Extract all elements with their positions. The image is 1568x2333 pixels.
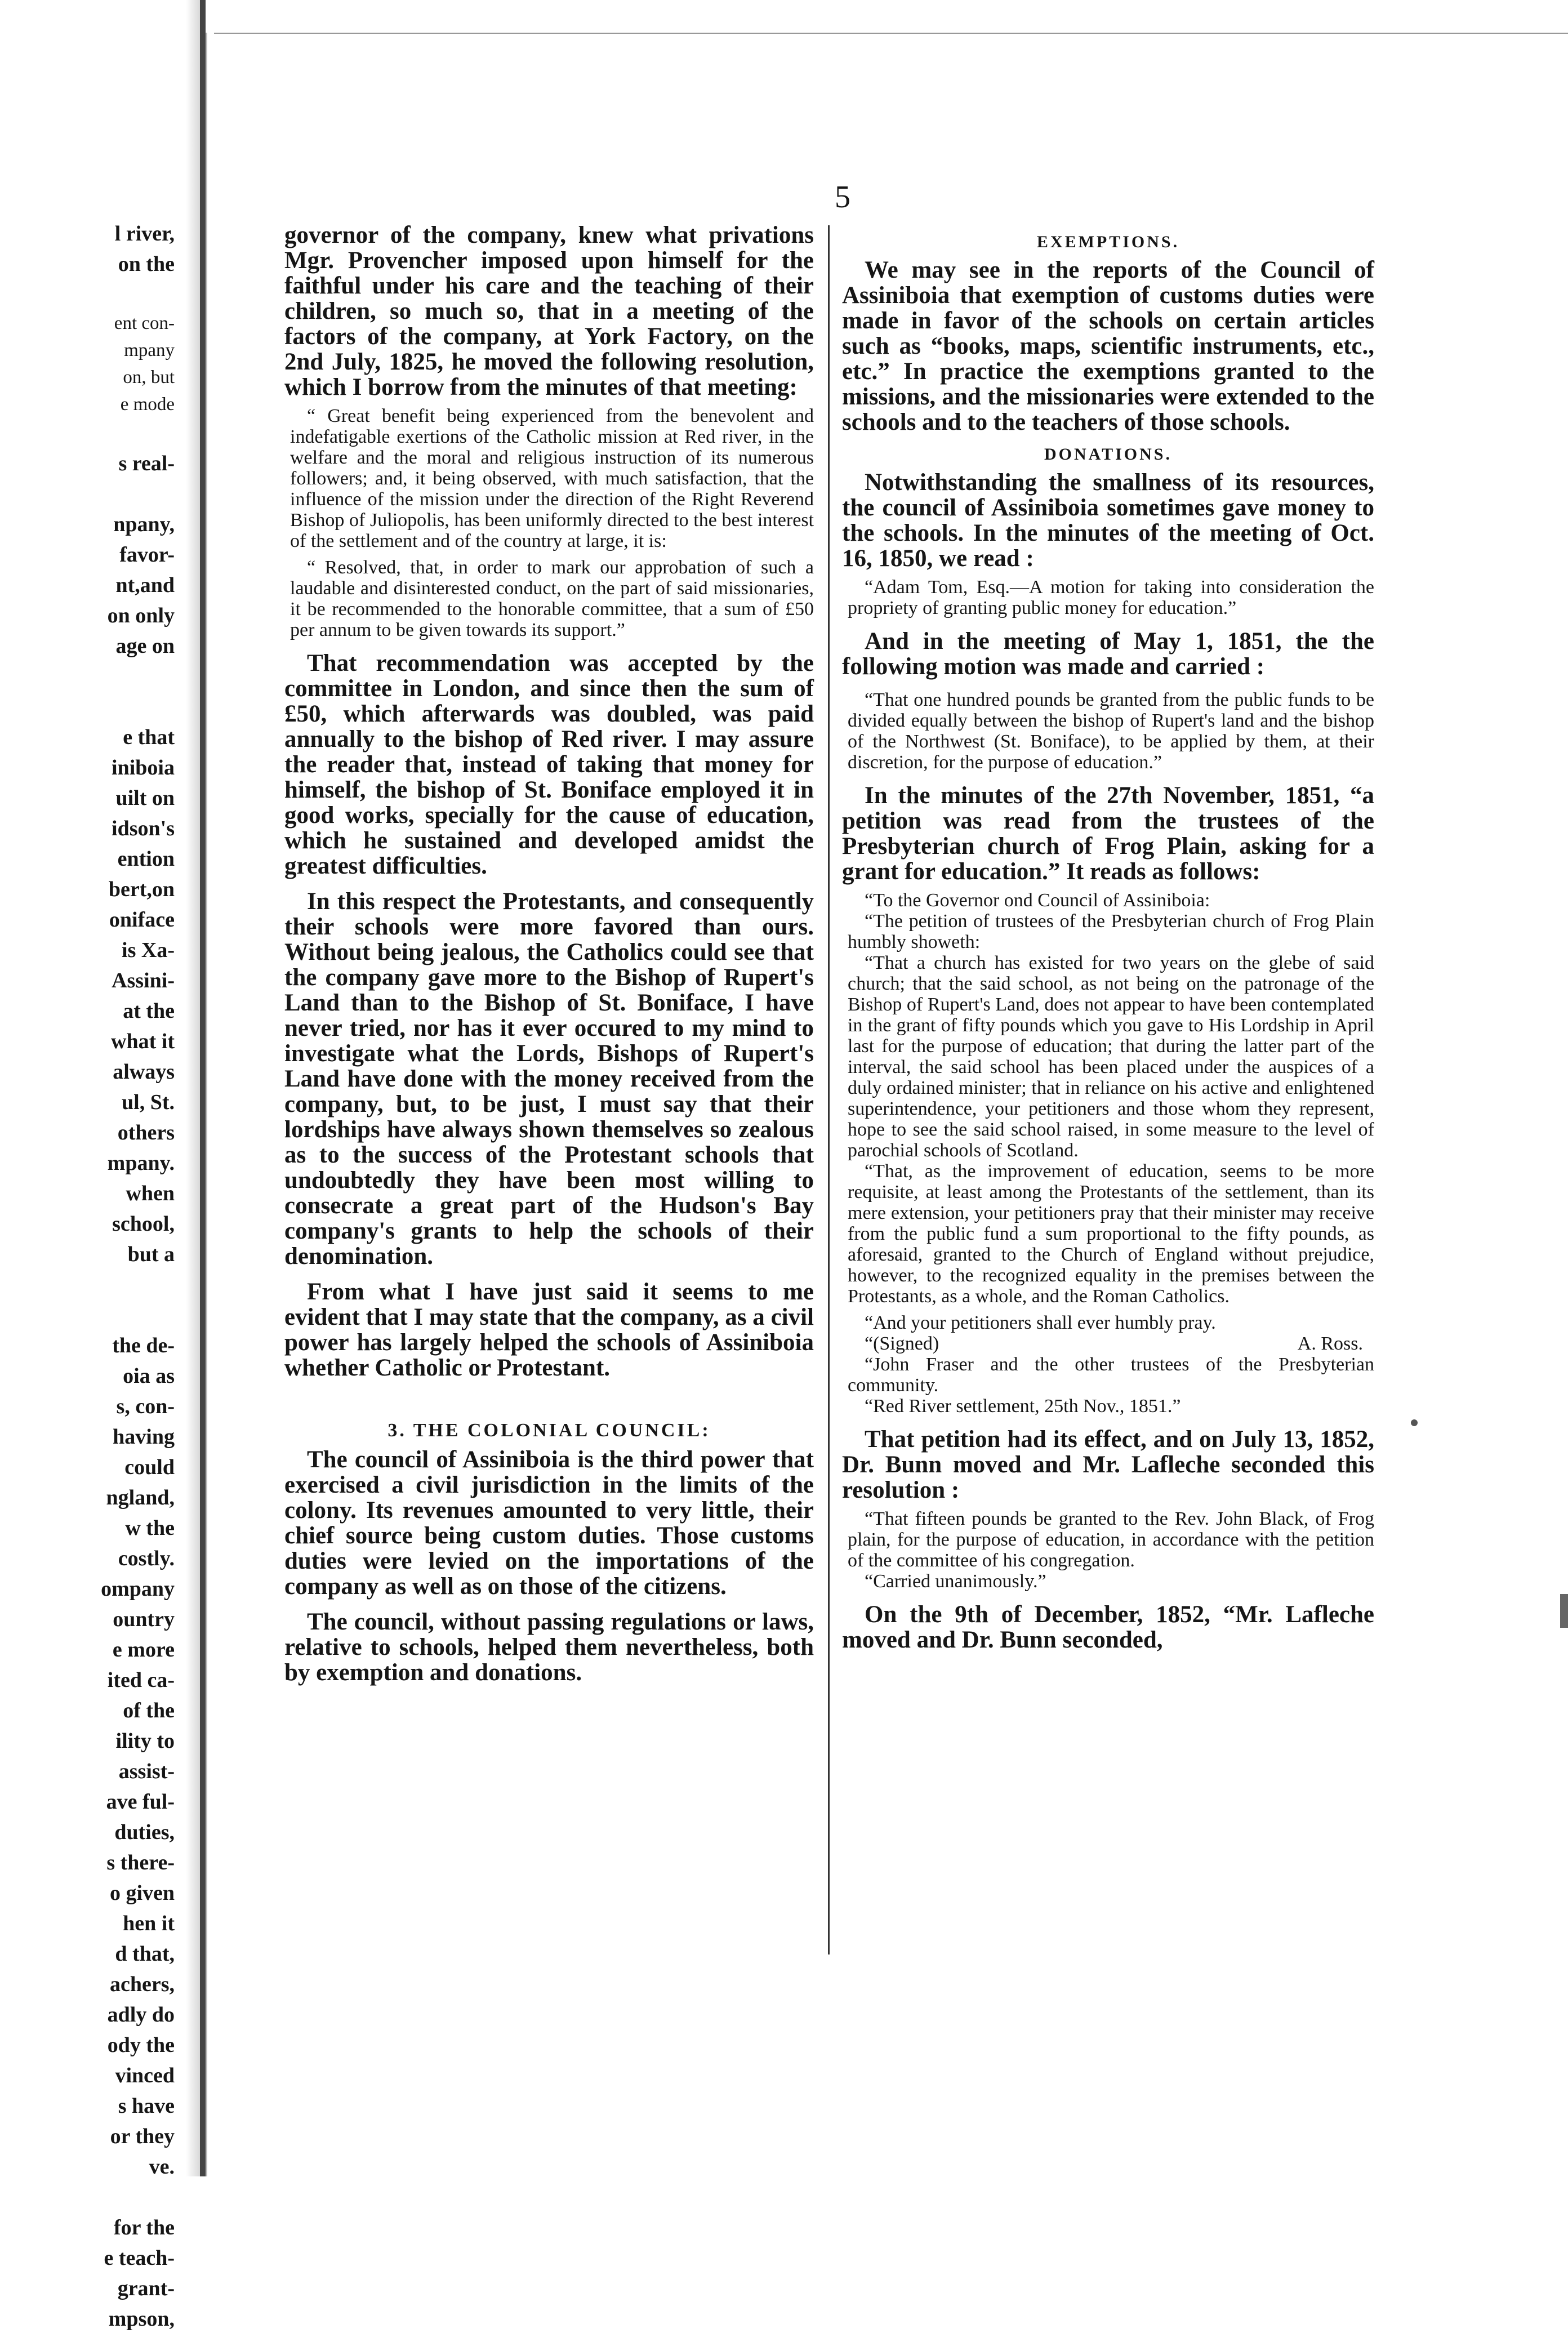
right-paragraph-4: In the minutes of the 27th November, 1851, “a petition was read from the trustees of the Presbyterian church of Frog Plain, asking for a grant for education.” It reads as follows: [842,782,1374,885]
heading-exemptions: EXEMPTIONS. [1036,233,1180,251]
right-paragraph-5: That petition had its effect, and on July 13, 1852, Dr. Bunn moved and Mr. Lafleche seconded this resolution : [842,1426,1374,1503]
left-paragraph-2: That recommendation was accepted by the committee in London, and since then the sum of £50, which afterwards was doubled, was paid annually to the bishop of Red river. I may assure the reader that, instead of taking that money for himself, the bishop of St. Boniface employed it in good works, specially for the cause of education, which he sustained and developed amidst the greatest difficulties. [284,650,814,879]
right-quote-2: “That one hundred pounds be granted from the public funds to be divided equally between the bishop of Rupert's land and the bishop of the Northwest (St. Boniface), to be applied by them, at their discretion, for the purpose of education.” [848,689,1374,773]
right-quote-10: “That fifteen pounds be granted to the Rev. John Black, of Frog plain, for the purpose of education, in accordance with the petition of the committee of his congregation. [848,1508,1374,1571]
facing-page-fragment: could [124,1455,175,1479]
facing-page-fragment: idson's [112,817,175,840]
facing-page-fragment: the de- [112,1334,175,1357]
facing-page-fragment: ent con- [114,313,175,333]
facing-page-fragment: s there- [106,1851,175,1875]
right-paragraph-6: On the 9th of December, 1852, “Mr. Lafleche moved and Dr. Bunn seconded, [842,1601,1374,1653]
facing-page-fragment: uilt on [115,786,175,810]
left-paragraph-5: The council of Assiniboia is the third power that exercised a civil jurisdiction in the limits of the colony. Its revenues amounted to very little, their chief source being custom duties. Those customs duties were levied on the importations of the company as well as on those of the citizens. [284,1446,814,1600]
facing-page-fragment: e mode [120,394,175,415]
scan-speck [1411,1419,1418,1426]
facing-page-fragment: on the [118,252,175,276]
left-paragraph-3: In this respect the Protestants, and consequently their schools were more favored than ours. Without being jealous, the Catholics could see that the company gave more to the Bishop of Rupert's Land than to the Bishop of St. Boniface, I have never tried, nor has it ever occured to my mind to investigate what the Lords, Bishops of Rupert's Land have done with the money received from the company, but, to be just, I must say that their lordships have always shown themselves so zealous as to the success of the Protestant schools that undoubtedly they have been most willing to consecrate a great part of the Hudson's Bay company's grants to help the schools of their denomination. [284,888,814,1270]
facing-page-fragment: age on [115,634,175,658]
left-column [284,222,814,1685]
facing-page-fragment: on only [107,604,175,627]
facing-page-fragment: mpany [124,340,175,360]
facing-page-fragment: npany, [113,513,175,536]
left-quote-1: “ Great benefit being experienced from the benevolent and indefatigable exertions of the Catholic mission at Red river, in the welfare and the moral and religious instruction of its numerous followers; and, it being observed, with much satisfaction, that the influence of the mission under the direction of the Right Reverend Bishop of Juliopolis, has been uniformly directed to the best interest of the settlement and of the country at large, it is: [290,406,814,551]
facing-page-fragment: at the [123,999,175,1023]
facing-page-fragment: what it [111,1030,175,1053]
right-quote-9: “Red River settlement, 25th Nov., 1851.” [865,1396,1181,1417]
facing-page-fragment: ngland, [106,1486,175,1510]
facing-page-fragment: oniface [109,908,175,932]
facing-page-fragment: on, but [123,367,175,388]
facing-page-fragment: of the [123,1699,175,1722]
facing-page-fragment: achers, [109,1973,175,1996]
right-quote-1: “Adam Tom, Esq.—A motion for taking into consideration the propriety of granting public money for education.” [848,577,1374,618]
facing-page-fragment: is Xa- [122,938,175,962]
facing-page-fragment: when [126,1182,175,1205]
right-quote-6: “That, as the improvement of education, seems to be more requisite, at least among the Protestants of the settlement, than its mere extension, your petitioners pray that their minister may receive from the public fund a sum proportional to the fifty pounds, as aforesaid, granted to the Church of England without prejudice, however, to the recognized equality in the premises between the Protestants, as a whole, and the Roman Catholics. [848,1161,1374,1307]
facing-page-fragment: d that, [115,1942,175,1966]
facing-page-fragment: bert,on [108,878,175,901]
right-quote-4: “The petition of trustees of the Presbyterian church of Frog Plain humbly showeth: [848,911,1374,952]
facing-page-fragment: grant- [117,2277,175,2300]
facing-page-fragment: ited ca- [107,1668,175,1692]
left-paragraph-6: The council, without passing regulations or laws, relative to schools, helped them nevertheless, both by exemption and donations. [284,1609,814,1686]
facing-page-fragment: school, [112,1212,175,1236]
facing-page-fragment: for the [114,2216,175,2239]
facing-page-fragment: nt,and [115,573,175,597]
right-paragraph-1: We may see in the reports of the Council of Assiniboia that exemption of customs duties were made in favor of the schools on certain articles such as “books, maps, scientific instruments, etc., etc.” In practice the exemptions granted to the missions, and the missionaries were extended to the schools and to the teachers of those schools. [842,257,1374,435]
facing-page-fragment: oia as [123,1364,175,1388]
signature-label: “(Signed) [865,1333,939,1354]
facing-page-fragment: others [117,1121,175,1145]
facing-page-fragment: ody the [107,2033,175,2057]
right-quote-7: “And your petitioners shall ever humbly pray. [865,1312,1216,1333]
facing-page-fragment: or they [110,2125,175,2148]
facing-page-fragment: ention [117,847,175,871]
facing-page-fragment: assist- [118,1760,175,1783]
facing-page-fragment: ve. [149,2155,175,2179]
facing-page-fragment: having [113,1425,175,1449]
right-column [842,222,1374,1653]
facing-page-fragment: costly. [118,1547,175,1570]
heading-donations: DONATIONS. [1044,445,1172,464]
facing-page-fragment: e more [112,1638,175,1662]
left-paragraph-1: governor of the company, knew what privations Mgr. Provencher imposed upon himself for the faithful under his care and the teaching of their children, so much so, that in a meeting of the factors of the company, at York Factory, on the 2nd July, 1825, he moved the following resolution, which I borrow from the minutes of that meeting: [284,222,814,400]
facing-page-fragment: mpany. [107,1151,175,1175]
right-paragraph-3: And in the meeting of May 1, 1851, the the following motion was made and carried : [842,628,1374,680]
facing-page-fragment: hen it [123,1912,175,1935]
facing-page-fragment: ility to [115,1729,175,1753]
right-quote-5: “That a church has existed for two years on the glebe of said church; that the said school, as not being on the patronage of the Bishop of Rupert's Land, does not appear to have been contemplated in the grant of fifty pounds which you gave to His Lordship in April last for the purpose of education; that during the latter part of the interval, the said school has been placed under the auspices of a duly ordained minister; that in reliance on his active and enlightened superintendence, your petitioners and those whom they represent, hope to see the said school raised, in some measure to the level of parochial schools of Scotland. [848,952,1374,1161]
gutter-shade [200,0,206,2176]
facing-page-fragment: mpson, [108,2307,175,2331]
facing-page-fragment: always [113,1060,175,1084]
column-divider [828,225,830,1954]
left-quote-2: “ Resolved, that, in order to mark our approbation of such a laudable and disinterested conduct, on the part of said missionaries, it be recommended to the honorable committee, that a sum of £50 per annum to be given towards its support.” [290,557,814,640]
binding-shadow [186,0,200,2176]
facing-page-fragment: s, con- [116,1395,175,1418]
facing-page-fragment: s real- [118,452,175,475]
facing-page-fragment: ul, St. [122,1090,175,1114]
facing-page-fragment: ave ful- [106,1790,175,1814]
right-quote-3: “To the Governor ond Council of Assiniboia: [865,890,1210,911]
facing-page-fragment: iniboia [112,756,175,780]
page-number: 5 [835,180,850,215]
facing-page-fragment: favor- [119,543,175,567]
signature-line [842,1333,1374,1354]
right-paragraph-2: Notwithstanding the smallness of its resources, the council of Assiniboia sometimes gave money to the schools. In the minutes of the meeting of Oct. 16, 1850, we read : [842,469,1374,572]
facing-page-fragment: l river, [114,222,175,246]
facing-page-fragment: vinced [115,2064,175,2087]
page-left-edge [206,33,207,2176]
section-heading-colonial-council: 3. THE COLONIAL COUNCIL: [387,1420,711,1441]
scan-edge-mark [1560,1594,1568,1628]
facing-page-fragment: ountry [113,1608,175,1631]
facing-page-fragment: duties, [114,1820,175,1844]
left-paragraph-4: From what I have just said it seems to me evident that I may state that the company, as a civil power has largely helped the schools of Assiniboia whether Catholic or Protestant. [284,1279,814,1381]
facing-page-fragment: but a [127,1243,175,1266]
facing-page-fragment: e that [123,725,175,749]
facing-page-fragment: adly do [107,2003,175,2027]
page-top-edge [214,33,1568,34]
facing-page-fragment: e teach- [104,2246,175,2270]
facing-page-fragment: o given [109,1881,175,1905]
right-quote-8: “John Fraser and the other trustees of the Presbyterian community. [848,1354,1374,1396]
facing-page-fragment: Assini- [112,969,175,992]
facing-page-edge [0,0,206,2331]
facing-page-fragment: ompany [101,1577,175,1601]
facing-page-fragment: w the [125,1516,175,1540]
facing-page-fragment: s have [118,2094,175,2118]
signature-name: A. Ross. [1297,1333,1363,1354]
right-quote-11: “Carried unanimously.” [865,1571,1046,1592]
